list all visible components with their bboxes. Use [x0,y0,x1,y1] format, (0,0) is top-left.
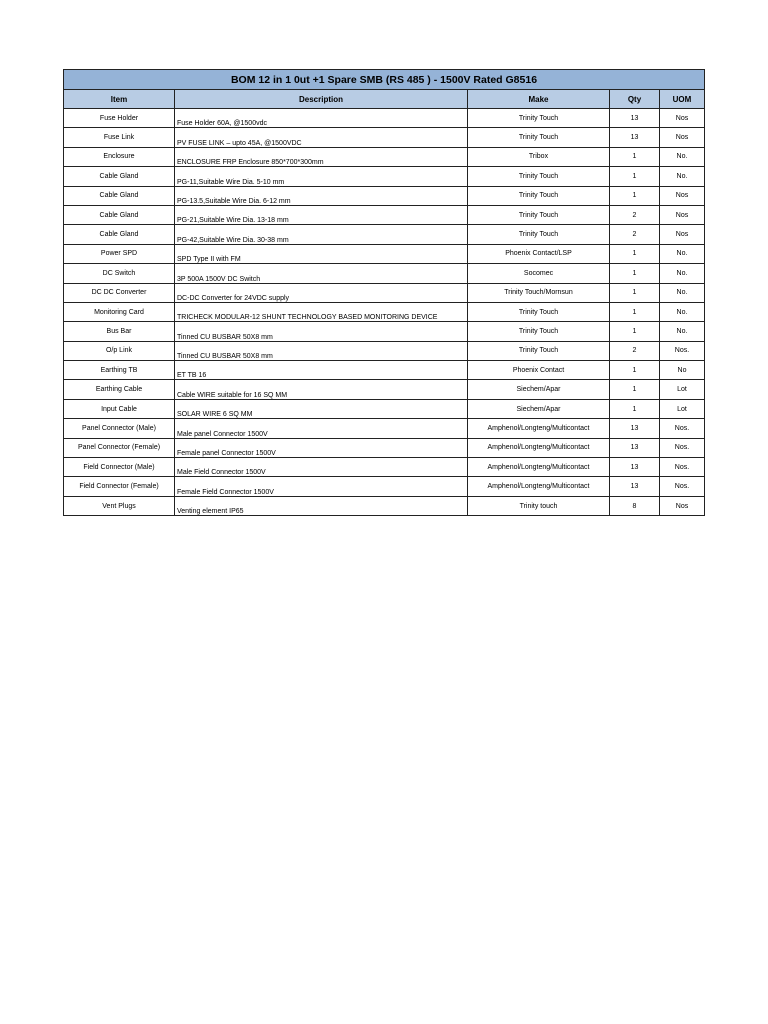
description-cell: Tinned CU BUSBAR 50X8 mm [175,341,468,360]
qty-cell: 1 [610,147,660,166]
qty-cell: 13 [610,109,660,128]
item-cell: Earthing Cable [64,380,175,399]
item-cell: Input Cable [64,399,175,418]
item-cell: Enclosure [64,147,175,166]
uom-cell: No. [660,147,705,166]
description-cell: PG-13.5,Suitable Wire Dia. 6-12 mm [175,186,468,205]
table-row [64,225,705,244]
item-cell: Field Connector (Female) [64,477,175,496]
make-cell: Amphenol/Longteng/Multicontact [468,458,610,477]
qty-cell: 2 [610,205,660,224]
table-row [64,458,705,477]
description-cell: Cable WIRE suitable for 16 SQ MM [175,380,468,399]
item-cell: Vent Plugs [64,496,175,515]
make-cell: Socomec [468,264,610,283]
make-cell: Trinity Touch [468,167,610,186]
table-row [64,322,705,341]
description-cell: Male Field Connector 1500V [175,458,468,477]
uom-cell: Nos. [660,477,705,496]
description-cell: Tinned CU BUSBAR 50X8 mm [175,322,468,341]
table-row [64,438,705,457]
qty-cell: 8 [610,496,660,515]
item-cell: Fuse Holder [64,109,175,128]
item-cell: Field Connector (Male) [64,458,175,477]
uom-cell: Nos [660,205,705,224]
column-header-qty: Qty [610,90,660,109]
table-row [64,399,705,418]
uom-cell: Nos. [660,458,705,477]
table-row [64,380,705,399]
table-row [64,205,705,224]
description-cell: Fuse Holder 60A, @1500vdc [175,109,468,128]
qty-cell: 13 [610,419,660,438]
make-cell: Trinity Touch [468,205,610,224]
uom-cell: Nos [660,496,705,515]
make-cell: Trinity Touch/Mornsun [468,283,610,302]
description-cell: PV FUSE LINK – upto 45A, @1500VDC [175,128,468,147]
table-row [64,128,705,147]
uom-cell: Lot [660,380,705,399]
qty-cell: 13 [610,477,660,496]
qty-cell: 13 [610,128,660,147]
make-cell: Tribox [468,147,610,166]
uom-cell: Nos. [660,341,705,360]
make-cell: Trinity Touch [468,225,610,244]
item-cell: Earthing TB [64,361,175,380]
make-cell: Siechem/Apar [468,380,610,399]
qty-cell: 13 [610,438,660,457]
item-cell: Cable Gland [64,205,175,224]
make-cell: Amphenol/Longteng/Multicontact [468,477,610,496]
uom-cell: No. [660,283,705,302]
uom-cell: No. [660,302,705,321]
make-cell: Amphenol/Longteng/Multicontact [468,419,610,438]
qty-cell: 1 [610,380,660,399]
table-row [64,496,705,515]
qty-cell: 13 [610,458,660,477]
description-cell: Venting element IP65 [175,496,468,515]
description-cell: TRICHECK MODULAR-12 SHUNT TECHNOLOGY BASED MONITORING DEVICE [175,302,468,321]
description-cell: Female Field Connector 1500V [175,477,468,496]
qty-cell: 1 [610,361,660,380]
column-header-item: Item [64,90,175,109]
make-cell: Trinity Touch [468,128,610,147]
item-cell: Panel Connector (Male) [64,419,175,438]
column-header-uom: UOM [660,90,705,109]
column-header-row [64,90,705,109]
table-row [64,109,705,128]
table-row [64,186,705,205]
table-title: BOM 12 in 1 0ut +1 Spare SMB (RS 485 ) - 1500V Rated G8516 [64,70,705,90]
qty-cell: 1 [610,302,660,321]
uom-cell: Nos [660,225,705,244]
description-cell: DC-DC Converter for 24VDC supply [175,283,468,302]
uom-cell: Nos. [660,419,705,438]
description-cell: ENCLOSURE FRP Enclosure 850*700*300mm [175,147,468,166]
uom-cell: Lot [660,399,705,418]
table-body [64,109,705,516]
qty-cell: 1 [610,264,660,283]
qty-cell: 1 [610,322,660,341]
item-cell: Panel Connector (Female) [64,438,175,457]
qty-cell: 1 [610,244,660,263]
item-cell: DC DC Converter [64,283,175,302]
item-cell: Fuse Link [64,128,175,147]
description-cell: ET TB 16 [175,361,468,380]
item-cell: Bus Bar [64,322,175,341]
uom-cell: Nos. [660,438,705,457]
uom-cell: No. [660,244,705,263]
description-cell: Female panel Connector 1500V [175,438,468,457]
table-row [64,361,705,380]
make-cell: Trinity touch [468,496,610,515]
make-cell: Phoenix Contact [468,361,610,380]
qty-cell: 1 [610,167,660,186]
make-cell: Trinity Touch [468,186,610,205]
item-cell: Cable Gland [64,186,175,205]
table-row [64,302,705,321]
qty-cell: 1 [610,186,660,205]
item-cell: Power SPD [64,244,175,263]
qty-cell: 2 [610,341,660,360]
uom-cell: Nos [660,109,705,128]
table-row [64,419,705,438]
column-header-description: Description [175,90,468,109]
item-cell: Cable Gland [64,225,175,244]
table-row [64,147,705,166]
make-cell: Siechem/Apar [468,399,610,418]
item-cell: DC Switch [64,264,175,283]
uom-cell: No [660,361,705,380]
column-header-make: Make [468,90,610,109]
description-cell: PG-11,Suitable Wire Dia. 5-10 mm [175,167,468,186]
make-cell: Trinity Touch [468,109,610,128]
make-cell: Trinity Touch [468,341,610,360]
table-row [64,244,705,263]
item-cell: Cable Gland [64,167,175,186]
description-cell: SOLAR WIRE 6 SQ MM [175,399,468,418]
title-row [64,70,705,90]
table-row [64,283,705,302]
description-cell: 3P 500A 1500V DC Switch [175,264,468,283]
item-cell: Monitoring Card [64,302,175,321]
uom-cell: No. [660,322,705,341]
make-cell: Trinity Touch [468,322,610,341]
uom-cell: Nos [660,186,705,205]
qty-cell: 2 [610,225,660,244]
item-cell: O/p Link [64,341,175,360]
qty-cell: 1 [610,283,660,302]
description-cell: Male panel Connector 1500V [175,419,468,438]
description-cell: PG-21,Suitable Wire Dia. 13-18 mm [175,205,468,224]
make-cell: Phoenix Contact/LSP [468,244,610,263]
description-cell: SPD Type II with FM [175,244,468,263]
uom-cell: No. [660,264,705,283]
qty-cell: 1 [610,399,660,418]
uom-cell: Nos [660,128,705,147]
table-row [64,341,705,360]
make-cell: Amphenol/Longteng/Multicontact [468,438,610,457]
table-row [64,477,705,496]
make-cell: Trinity Touch [468,302,610,321]
table-row [64,264,705,283]
uom-cell: No. [660,167,705,186]
bom-table [63,69,705,516]
description-cell: PG-42,Suitable Wire Dia. 30-38 mm [175,225,468,244]
table-row [64,167,705,186]
